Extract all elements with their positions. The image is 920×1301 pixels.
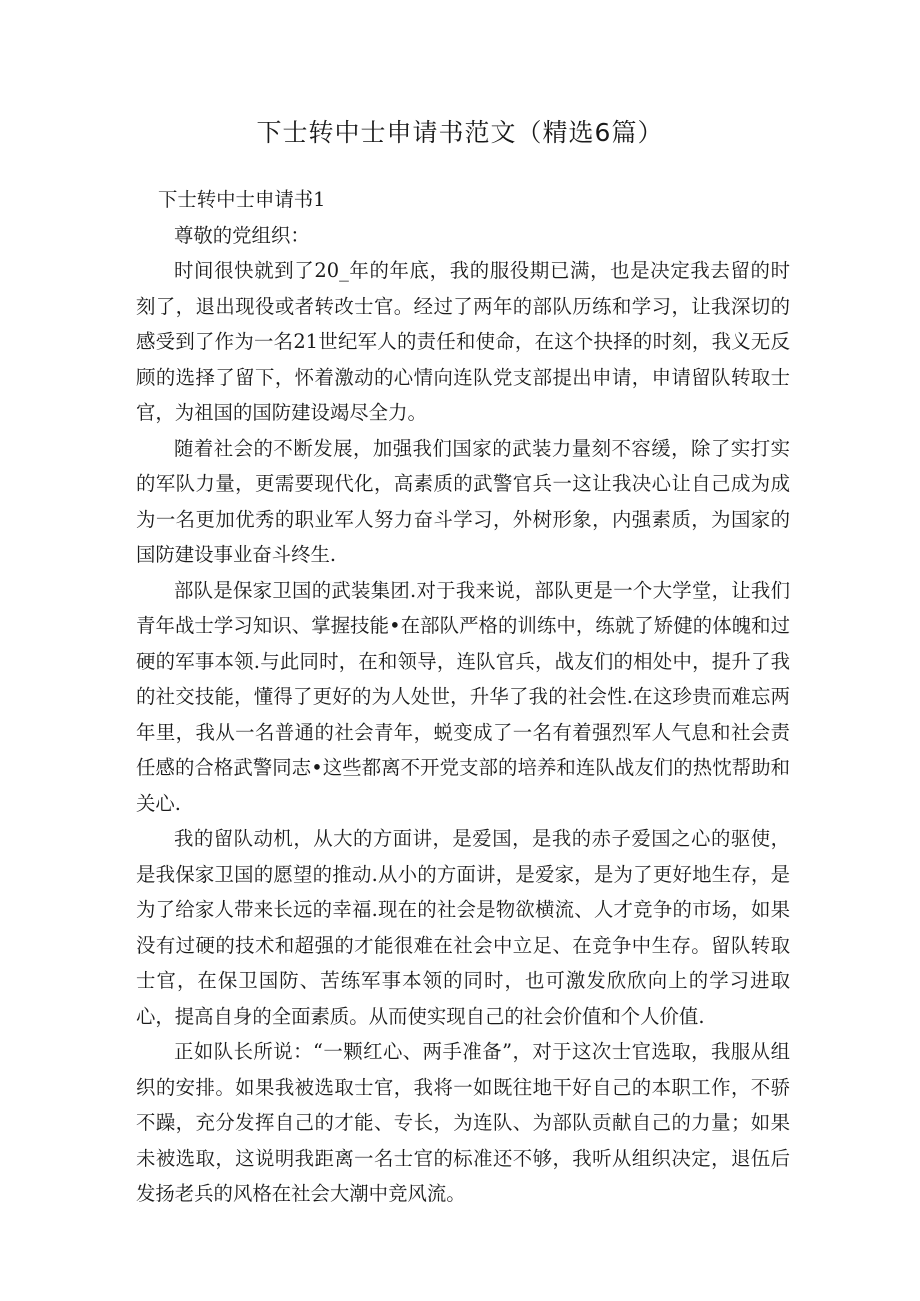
body-paragraph-3: 部队是保家卫国的武装集团.对于我来说，部队更是一个大学堂，让我们青年战士学习知识、掌握技能•在部队严格的训练中，练就了矫健的体魄和过硬的军事本领.与此同时，在和领导，连队官兵，战友们的相处中，提升了我的社交技能，懂得了更好的为人处世，升华了我的社会性.在这珍贵而难忘两年里，我从一名普通的社会青年，蜕变成了一名有着强烈军人气息和社会责任感的合格武警同志•这些都离不开党支部的培养和连队战友们的热忱帮助和关心. — [136, 578, 790, 815]
salutation: 尊敬的党组织： — [174, 223, 310, 247]
document-title: 下士转中士申请书范文（精选6篇） — [256, 118, 664, 147]
body-paragraph-1: 时间很快就到了20_年的年底，我的服役期已满，也是决定我去留的时刻了，退出现役或者转改士官。经过了两年的部队历练和学习，让我深切的感受到了作为一名21世纪军人的责任和使命，在这个抉择的时刻，我义无反顾的选择了留下，怀着激动的心情向连队党支部提出申请，申请留队转取士官，为祖国的国防建设竭尽全力。 — [136, 259, 790, 424]
document-body — [136, 182, 790, 1212]
section-heading: 下士转中士申请书1 — [158, 188, 326, 211]
body-paragraph-4: 我的留队动机，从大的方面讲，是爱国，是我的赤子爱国之心的驱使，是我保家卫国的愿望的推动.从小的方面讲，是爱家，是为了更好地生存，是为了给家人带来长远的幸福.现在的社会是物欲横流、人才竞争的市场，如果没有过硬的技术和超强的才能很难在社会中立足、在竞争中生存。留队转取士官，在保卫国防、苦练军事本领的同时，也可激发欣欣向上的学习进取心，提高自身的全面素质。从而使实现自己的社会价值和个人价值. — [136, 827, 790, 1028]
body-paragraph-5: 正如队长所说：“一颗红心、两手准备”，对于这次士官选取，我服从组织的安排。如果我被选取士官，我将一如既往地干好自己的本职工作，不骄不躁，充分发挥自己的才能、专长，为连队、为部队贡献自己的力量；如果未被选取，这说明我距离一名士官的标准还不够，我听从组织决定，退伍后发扬老兵的风格在社会大潮中竞风流。 — [136, 1040, 790, 1205]
body-paragraph-2: 随着社会的不断发展，加强我们国家的武装力量刻不容缓，除了实打实的军队力量，更需要现代化，高素质的武警官兵一这让我决心让自己成为成为一名更加优秀的职业军人努力奋斗学习，外树形象，内强素质，为国家的国防建设事业奋斗终生. — [136, 436, 790, 566]
